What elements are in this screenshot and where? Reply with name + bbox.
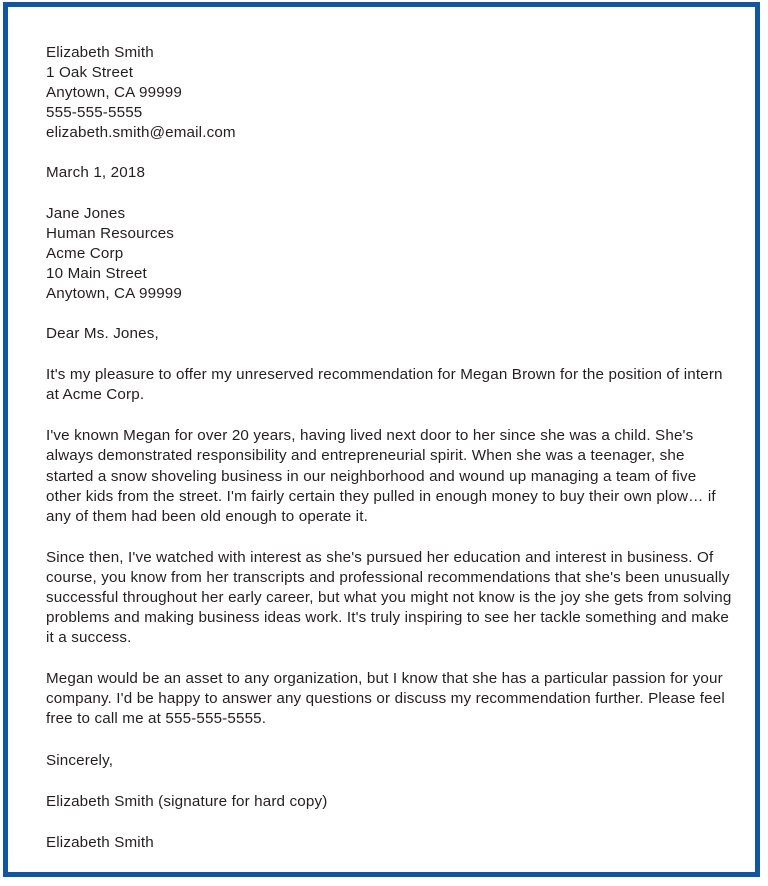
spacer-after-date (46, 184, 734, 204)
recipient-line-department: Human Resources (46, 224, 175, 242)
letter-content (46, 43, 734, 853)
date-line: March 1, 2018 (46, 164, 146, 182)
closing-salutation: Sincerely, (46, 751, 114, 769)
spacer-after-salutation (46, 344, 734, 365)
letter-page-frame (3, 2, 760, 877)
salutation: Dear Ms. Jones, (46, 325, 159, 343)
recipient-line-city-state-zip: Anytown, CA 99999 (46, 284, 182, 302)
spacer-after-paragraph-1 (46, 405, 734, 426)
signature-name: Elizabeth Smith (46, 833, 154, 851)
body-paragraph-2: I've known Megan for over 20 years, having lived next door to her since she was a child. She's always demonstrated responsibility and entrepreneurial spirit. When she was a teenager, she started a snow shoveling business in our neighborhood and wound up managing a team of five other kids from the street. I'm fairly certain they pulled in enough money to buy their own plow… if any of them had been old enough to operate it. (46, 427, 716, 525)
sender-line-city-state-zip: Anytown, CA 99999 (46, 84, 182, 102)
recipient-line-street: 10 Main Street (46, 264, 147, 282)
spacer-after-signature-note (46, 812, 734, 833)
letter-date (46, 163, 734, 183)
sender-line-phone: 555-555-5555 (46, 104, 143, 122)
signature-note: Elizabeth Smith (signature for hard copy) (46, 792, 328, 810)
spacer-after-sender (46, 143, 734, 163)
sender-address-block (46, 43, 734, 143)
sender-line-email: elizabeth.smith@email.com (46, 124, 236, 142)
recipient-line-name: Jane Jones (46, 204, 126, 222)
recipient-line-company: Acme Corp (46, 244, 124, 262)
body-paragraph-4: Megan would be an asset to any organization, but I know that she has a particular passion for your company. I'd be happy to answer any questions or discuss my recommendation further. Please feel free to call me at 555-555-5555. (46, 670, 725, 728)
spacer-after-recipient (46, 304, 734, 324)
sender-line-name: Elizabeth Smith (46, 44, 154, 61)
spacer-after-paragraph-4 (46, 730, 734, 751)
spacer-after-paragraph-3 (46, 648, 734, 669)
recipient-address-block (46, 204, 734, 304)
sender-line-street: 1 Oak Street (46, 64, 134, 82)
spacer-after-closing (46, 771, 734, 792)
spacer-after-paragraph-2 (46, 527, 734, 548)
body-paragraph-3: Since then, I've watched with interest as she's pursued her education and interest in business. Of course, you know from her transcripts and professional recommendations that she's been unusually successful throughout her early career, but what you might not know is the joy she gets from solving problems and making business ideas work. It's truly inspiring to see her tackle something and make it a success. (46, 548, 732, 647)
body-paragraph-1: It's my pleasure to offer my unreserved recommendation for Megan Brown for the position of intern at Acme Corp. (46, 366, 723, 404)
